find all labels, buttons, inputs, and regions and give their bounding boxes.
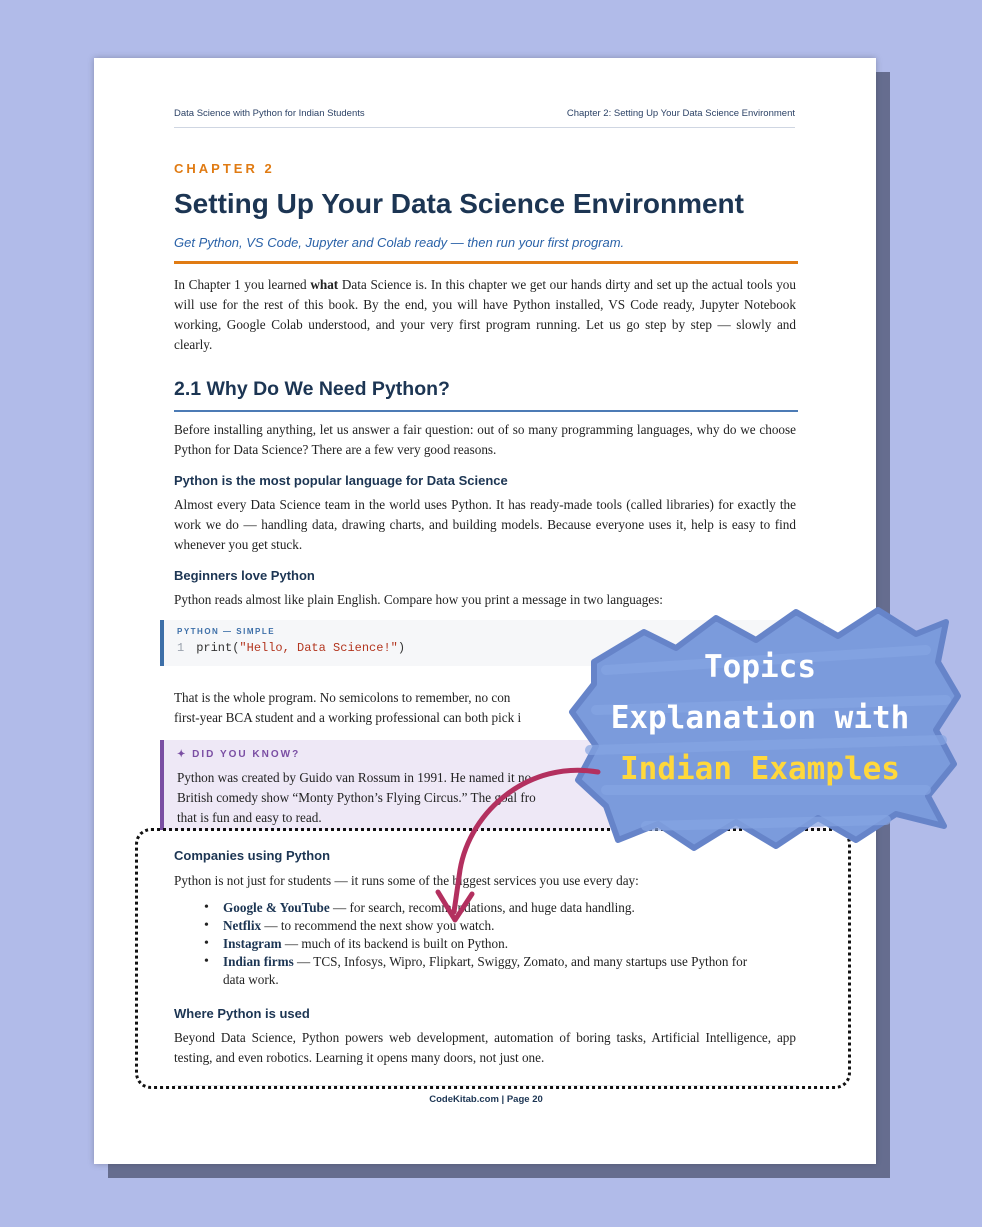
subheading-companies: Companies using Python [174, 848, 331, 863]
subheading-where: Where Python is used [174, 1006, 310, 1021]
highlight-dotted-frame [135, 828, 851, 1089]
bullet-text: — much of its backend is built on Python. [281, 936, 508, 951]
code-label: PYTHON — SIMPLE [177, 627, 276, 636]
running-header [174, 108, 795, 128]
bullet-text: — TCS, Infosys, Wipro, Flipkart, Swiggy, Zomato, and many startups use Python for data work. [223, 954, 748, 987]
page-footer: CodeKitab.com | Page 20 [174, 1085, 798, 1105]
bullet-text: — for search, recommendations, and huge data handling. [329, 900, 635, 915]
code-close: ) [397, 641, 406, 655]
line-number: 1 [177, 641, 185, 655]
section-paragraph: Before installing anything, let us answer a fair question: out of so many programming languages, why do we choose Python for Data Science? There are a few very good reasons. [174, 422, 796, 457]
companies-paragraph: Python is not just for students — it runs some of the biggest services you use every day: [174, 873, 639, 888]
title-divider [174, 261, 798, 264]
intro-text-start: In Chapter 1 you learned [174, 277, 311, 292]
after-code-line-2: first-year BCA student and a working professional can both pick i [174, 710, 522, 725]
callout-text [594, 642, 926, 795]
intro-bold-word: what [310, 277, 339, 292]
code-function: print( [196, 641, 240, 655]
after-code-line-1: That is the whole program. No semicolons to remember, no con [174, 690, 511, 705]
running-head-book-title: Data Science with Python for Indian Students [174, 108, 365, 119]
beginners-paragraph: Python reads almost like plain English. Compare how you print a message in two languages: [174, 592, 663, 607]
running-head-chapter: Chapter 2: Setting Up Your Data Science Environment [566, 108, 795, 119]
bullet-bold: Google & YouTube [223, 900, 330, 915]
chapter-title: Setting Up Your Data Science Environment [174, 188, 744, 219]
callout-line-2: Explanation with [610, 700, 910, 736]
bullet-bold: Netflix [223, 918, 262, 933]
did-you-know-line-1: Python was created by Guido van Rossum in 1991. He named it no [177, 770, 532, 785]
subheading-beginners: Beginners love Python [174, 568, 315, 583]
did-you-know-line-3: that is fun and easy to read. [177, 810, 322, 825]
did-you-know-label: ✦ DID YOU KNOW? [177, 749, 301, 760]
popular-paragraph: Almost every Data Science team in the world uses Python. It has ready-made tools (called libraries) for exactly the work we do — handling data, drawing charts, and building models. Because everyone uses it, help is easy to find whenever you get stuck. [174, 497, 796, 552]
callout-line-1: Topics [704, 649, 816, 685]
code-string: "Hello, Data Science!" [239, 641, 398, 655]
chapter-subtitle: Get Python, VS Code, Jupyter and Colab ready — then run your first program. [174, 235, 625, 250]
callout-line-3: Indian Examples [620, 751, 900, 787]
where-paragraph: Beyond Data Science, Python powers web development, automation of boring tasks, Artificial Intelligence, app testing, and even robotics. Learning it opens many doors, not just one. [174, 1030, 796, 1065]
section-heading: 2.1 Why Do We Need Python? [174, 378, 450, 400]
intro-paragraph [174, 275, 796, 355]
intro-text-end: Data Science is. In this chapter we get our hands dirty and set up the actual tools you will use for the rest of this book. By the end, you will have Python installed, VS Code ready, Jupyter Notebook working, Google Colab understood, and your very first program running. Let us go step by step — slowly and clearly. [174, 277, 796, 352]
bullet-bold: Indian firms [223, 954, 294, 969]
did-you-know-line-2: British comedy show “Monty Python’s Flying Circus.” The goal fro [177, 790, 536, 805]
code-line [177, 641, 405, 655]
bullet-text: — to recommend the next show you watch. [261, 918, 495, 933]
subheading-popular: Python is the most popular language for Data Science [174, 473, 508, 488]
section-divider [174, 410, 798, 412]
bullet-bold: Instagram [223, 936, 282, 951]
chapter-label: CHAPTER 2 [174, 161, 275, 176]
